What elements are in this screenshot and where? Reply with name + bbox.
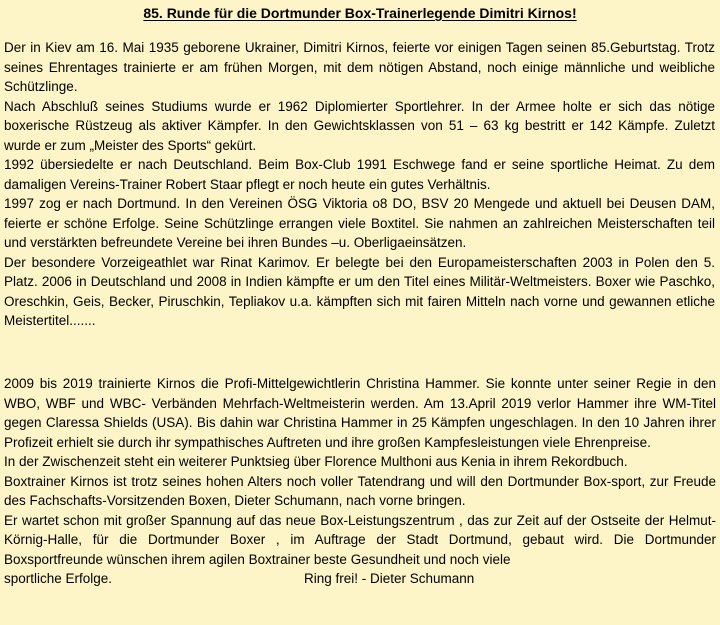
closing-line (4, 569, 716, 589)
paragraph: Nach Abschluß seines Studiums wurde er 1962 Diplomierter Sportlehrer. In der Armee holte er sich das nötige boxerische Rüstzeug als aktiver Kämpfer. In den Gewichtsklassen von 51 – 63 kg bestritt er 142 Kämpfe. Zuletzt wurde er zum „Meister des Sports“ gekürt. (4, 98, 715, 153)
paragraph: Der in Kiev am 16. Mai 1935 geborene Ukrainer, Dimitri Kirnos, feierte vor einigen Tagen seinen 85.Geburtstag. Trotz seines Ehrentages trainierte er am frühen Morgen, mit dem nötigen Abstand, noch einige männliche und weibliche Schützlinge. (4, 40, 715, 94)
paragraph: In der Zwischenzeit steht ein weiterer Punktsieg über Florence Multhoni aus Kenia in ihrem Rekordbuch. (4, 454, 628, 469)
closing-text: sportliche Erfolge. (4, 571, 113, 586)
paragraph: Der besondere Vorzeigeathlet war Rinat Karimov. Er belegte bei den Europameisterschaften 2003 in Polen den 5. Platz. 2006 in Deutschland und 2008 in Indien kämpfte er um den Titel eines Militär-Weltmeisters. Boxer wie Paschko, Oreschkin, Geis, Becker, Piruschkin, Tepliakov u.a. kämpften sich mit fairen Mitteln nach vorne und gewannen etliche Meistertitel....... (4, 254, 715, 328)
paragraph: Er wartet schon mit großer Spannung auf das neue Box-Leistungszentrum , das zur Zeit auf der Ostseite der Helmut-Körnig-Halle, für die Dortmunder Boxer , im Auftrage der Stadt Dortmund, gebaut wird. Die Dortmunder Boxsportfreunde wünschen ihrem agilen Boxtrainer beste Gesundheit und noch viele (4, 512, 716, 567)
article-title: 85. Runde für die Dortmunder Box-Trainerlegende Dimitri Kirnos! (143, 5, 577, 21)
signature: Ring frei! - Dieter Schumann (304, 571, 475, 586)
paragraph: Boxtrainer Kirnos ist trotz seines hohen Alters noch voller Tatendrang und will den Dortmunder Box-sport, zur Freude des Fachschafts-Vorsitzenden Boxen, Dieter Schumann, nach vorne bringen. (4, 473, 716, 508)
article-body-top (4, 38, 715, 331)
paragraph: 2009 bis 2019 trainierte Kirnos die Profi-Mittelgewichtlerin Christina Hammer. Sie konnte unter seiner Regie in den WBO, WBF und WBC- Verbänden Mehrfach-Weltmeisterin werden. Am 13.April 2019 verlor Hammer ihre WM-Titel gegen Claressa Shields (USA). Bis dahin war Christina Hammer in 25 Kämpfen ungeschlagen. In den 10 Jahren ihrer Profizeit erhielt sie durch ihr sympathisches Auftreten und ihre großen Kampfesleistungen viele Ehrenpreise. (4, 376, 716, 450)
article-body-bottom (4, 374, 716, 589)
paragraph: 1997 zog er nach Dortmund. In den Vereinen ÖSG Viktoria o8 DO, BSV 20 Mengede und aktuell bei Deusen DAM, feierte er schöne Erfolge. Seine Schützlinge errangen viele Boxtitel. Sie nahmen an zahlreichen Meisterschaften teil und verstärkten befreundete Vereine bei ihren Bundes –u. Oberligaeinsätzen. (4, 196, 715, 250)
paragraph: 1992 übersiedelte er nach Deutschland. Beim Box-Club 1991 Eschwege fand er seine sportliche Heimat. Zu dem damaligen Vereins-Trainer Robert Staar pflegt er noch heute ein gutes Verhältnis. (4, 157, 715, 192)
